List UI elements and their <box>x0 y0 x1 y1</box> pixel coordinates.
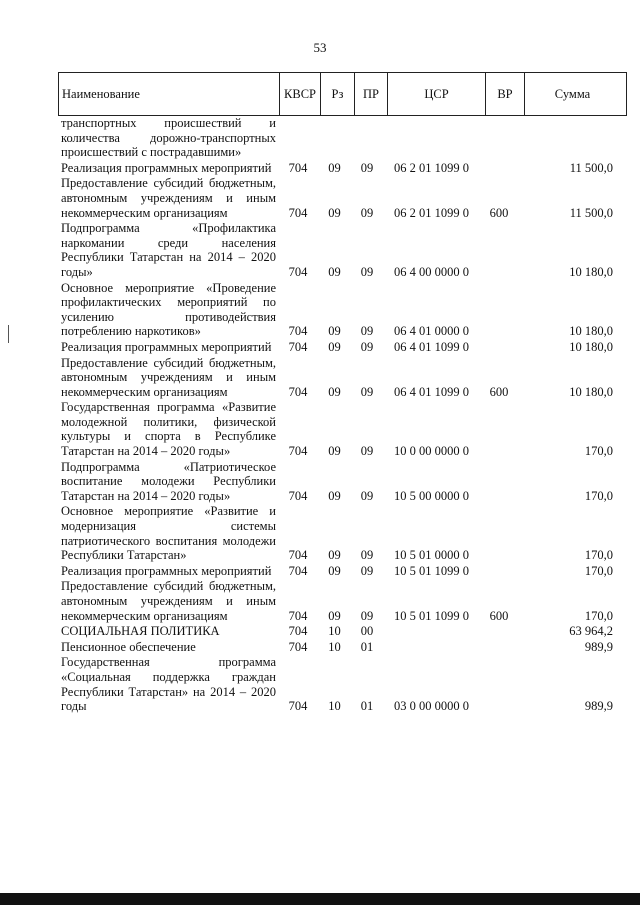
row-name: Основное мероприятие «Проведение профилактических мероприятий по усилению противодействия потреблению наркотиков» <box>61 280 276 339</box>
row-name: Подпрограмма «Патриотическое воспитание молодежи Республики Татарстан на 2014 – 2020 годы» <box>61 459 276 503</box>
row-pr: 09 <box>360 339 374 354</box>
row-vr <box>480 116 518 161</box>
row-csr: 06 4 01 1099 0 <box>394 384 469 399</box>
row-name: Предоставление субсидий бюджетным, автономным учреждениям и иным некоммерческим организациям <box>61 176 276 220</box>
row-name: Государственная программа «Социальная поддержка граждан Республики Татарстан» на 2014 – 2020 годы <box>61 655 276 714</box>
row-csr: 06 2 01 1099 0 <box>394 160 469 175</box>
row-vr: 600 <box>489 384 509 399</box>
row-name: Предоставление субсидий бюджетным, автономным учреждениям и иным некоммерческим организациям <box>61 355 276 399</box>
row-vr <box>480 400 518 459</box>
row-vr <box>480 460 518 505</box>
table-row <box>58 176 619 221</box>
table-row <box>58 460 619 505</box>
row-kvsr: 704 <box>288 624 308 639</box>
row-pr: 09 <box>360 608 374 623</box>
table-row <box>58 161 619 177</box>
row-kvsr: 704 <box>288 339 308 354</box>
row-kvsr: 704 <box>288 444 308 459</box>
row-sum <box>518 116 619 161</box>
row-kvsr: 704 <box>288 608 308 623</box>
row-pr: 09 <box>360 548 374 563</box>
row-pr: 09 <box>360 488 374 503</box>
table-row <box>58 400 619 459</box>
row-pr: 09 <box>360 264 374 279</box>
row-csr: 06 4 01 1099 0 <box>394 339 469 354</box>
row-sum: 10 180,0 <box>569 384 613 399</box>
row-vr <box>480 640 518 656</box>
row-name: транспортных происшествий и количества дорожно-транспортных происшествий с пострадавшими» <box>61 116 276 160</box>
table-row <box>58 655 619 714</box>
row-vr <box>480 504 518 563</box>
row-csr: 03 0 00 0000 0 <box>394 699 469 714</box>
row-pr: 09 <box>360 563 374 578</box>
column-header-vr: ВР <box>486 73 525 116</box>
row-name: Подпрограмма «Профилактика наркомании среди населения Республики Татарстан на 2014 – 2020 годы» <box>61 221 276 279</box>
row-rz <box>318 116 351 161</box>
row-name: СОЦИАЛЬНАЯ ПОЛИТИКА <box>61 624 220 639</box>
row-csr: 10 5 01 1099 0 <box>394 563 469 578</box>
column-header-rz: Рз <box>321 73 355 116</box>
row-rz: 10 <box>328 639 341 654</box>
row-csr <box>383 640 480 656</box>
table-row <box>58 340 619 356</box>
row-pr: 09 <box>360 444 374 459</box>
table-row <box>58 281 619 340</box>
row-vr <box>480 221 518 280</box>
row-sum: 170,0 <box>584 548 613 563</box>
row-sum: 11 500,0 <box>569 160 613 175</box>
row-csr: 10 5 01 1099 0 <box>394 608 469 623</box>
row-kvsr: 704 <box>288 205 308 220</box>
row-vr <box>480 161 518 177</box>
row-pr: 00 <box>360 624 374 639</box>
row-pr: 09 <box>360 384 374 399</box>
row-rz: 09 <box>328 264 341 279</box>
row-pr: 01 <box>360 699 374 714</box>
budget-table <box>58 116 619 715</box>
row-rz: 09 <box>328 563 341 578</box>
row-sum: 10 180,0 <box>569 339 613 354</box>
row-vr: 600 <box>489 205 509 220</box>
row-kvsr: 704 <box>288 563 308 578</box>
row-pr: 09 <box>360 160 374 175</box>
table-row <box>58 221 619 280</box>
row-pr: 09 <box>360 324 374 339</box>
table-header <box>58 72 627 116</box>
column-header-pr: ПР <box>355 73 388 116</box>
row-csr: 10 0 00 0000 0 <box>394 444 469 459</box>
row-rz: 09 <box>328 324 341 339</box>
row-sum: 989,9 <box>584 639 613 654</box>
row-rz: 09 <box>328 444 341 459</box>
row-csr <box>383 624 480 640</box>
row-kvsr <box>278 116 318 161</box>
column-header-sum: Сумма <box>525 73 627 116</box>
row-csr: 10 5 00 0000 0 <box>394 488 469 503</box>
row-sum: 170,0 <box>584 563 613 578</box>
row-csr: 06 4 01 0000 0 <box>394 324 469 339</box>
row-vr <box>480 564 518 580</box>
row-rz: 10 <box>328 624 341 639</box>
row-sum: 10 180,0 <box>569 324 613 339</box>
table-row <box>58 356 619 401</box>
row-sum: 170,0 <box>584 488 613 503</box>
row-name: Основное мероприятие «Развитие и модернизация системы патриотического воспитания молодежи Республики Татарстан» <box>61 504 276 563</box>
row-pr: 01 <box>360 639 374 654</box>
column-header-kvsr: КВСР <box>280 73 321 116</box>
row-rz: 09 <box>328 608 341 623</box>
row-name: Реализация программных мероприятий <box>61 160 272 175</box>
row-name: Пенсионное обеспечение <box>61 639 196 654</box>
row-kvsr: 704 <box>288 488 308 503</box>
row-rz: 09 <box>328 384 341 399</box>
column-header-csr: ЦСР <box>388 73 486 116</box>
table-row <box>58 564 619 580</box>
row-kvsr: 704 <box>288 639 308 654</box>
row-rz: 09 <box>328 160 341 175</box>
row-csr: 10 5 01 0000 0 <box>394 548 469 563</box>
row-rz: 09 <box>328 339 341 354</box>
row-sum: 11 500,0 <box>569 205 613 220</box>
row-name: Реализация программных мероприятий <box>61 563 272 578</box>
scan-bottom-border <box>0 893 640 905</box>
row-name: Реализация программных мероприятий <box>61 339 272 354</box>
row-rz: 09 <box>328 205 341 220</box>
row-pr: 09 <box>360 205 374 220</box>
page-number: 53 <box>313 40 327 55</box>
row-kvsr: 704 <box>288 384 308 399</box>
row-sum: 170,0 <box>584 444 613 459</box>
row-sum: 63 964,2 <box>569 624 613 639</box>
row-sum: 10 180,0 <box>569 264 613 279</box>
header-row <box>59 73 627 116</box>
row-name: Государственная программа «Развитие молодежной политики, физической культуры и спорта в Республике Татарстан на 2014 – 2020 годы» <box>61 400 276 459</box>
row-vr <box>480 655 518 714</box>
column-header-name: Наименование <box>59 73 280 116</box>
row-kvsr: 704 <box>288 324 308 339</box>
row-name: Предоставление субсидий бюджетным, автономным учреждениям и иным некоммерческим организациям <box>61 579 276 623</box>
row-kvsr: 704 <box>288 264 308 279</box>
table-row <box>58 640 619 656</box>
row-vr <box>480 624 518 640</box>
row-kvsr: 704 <box>288 548 308 563</box>
row-vr: 600 <box>489 608 509 623</box>
table-row <box>58 579 619 624</box>
row-rz: 09 <box>328 488 341 503</box>
scan-edge-mark <box>8 325 9 343</box>
table-row <box>58 116 619 161</box>
row-sum: 989,9 <box>584 699 613 714</box>
row-vr <box>480 281 518 340</box>
row-rz: 09 <box>328 548 341 563</box>
row-vr <box>480 340 518 356</box>
row-kvsr: 704 <box>288 160 308 175</box>
row-pr <box>351 116 383 161</box>
row-rz: 10 <box>328 699 341 714</box>
row-csr: 06 4 00 0000 0 <box>394 264 469 279</box>
table-row <box>58 624 619 640</box>
table-row <box>58 504 619 563</box>
row-kvsr: 704 <box>288 699 308 714</box>
row-csr <box>383 116 480 161</box>
budget-table-body <box>58 116 619 715</box>
row-sum: 170,0 <box>584 608 613 623</box>
row-csr: 06 2 01 1099 0 <box>394 205 469 220</box>
